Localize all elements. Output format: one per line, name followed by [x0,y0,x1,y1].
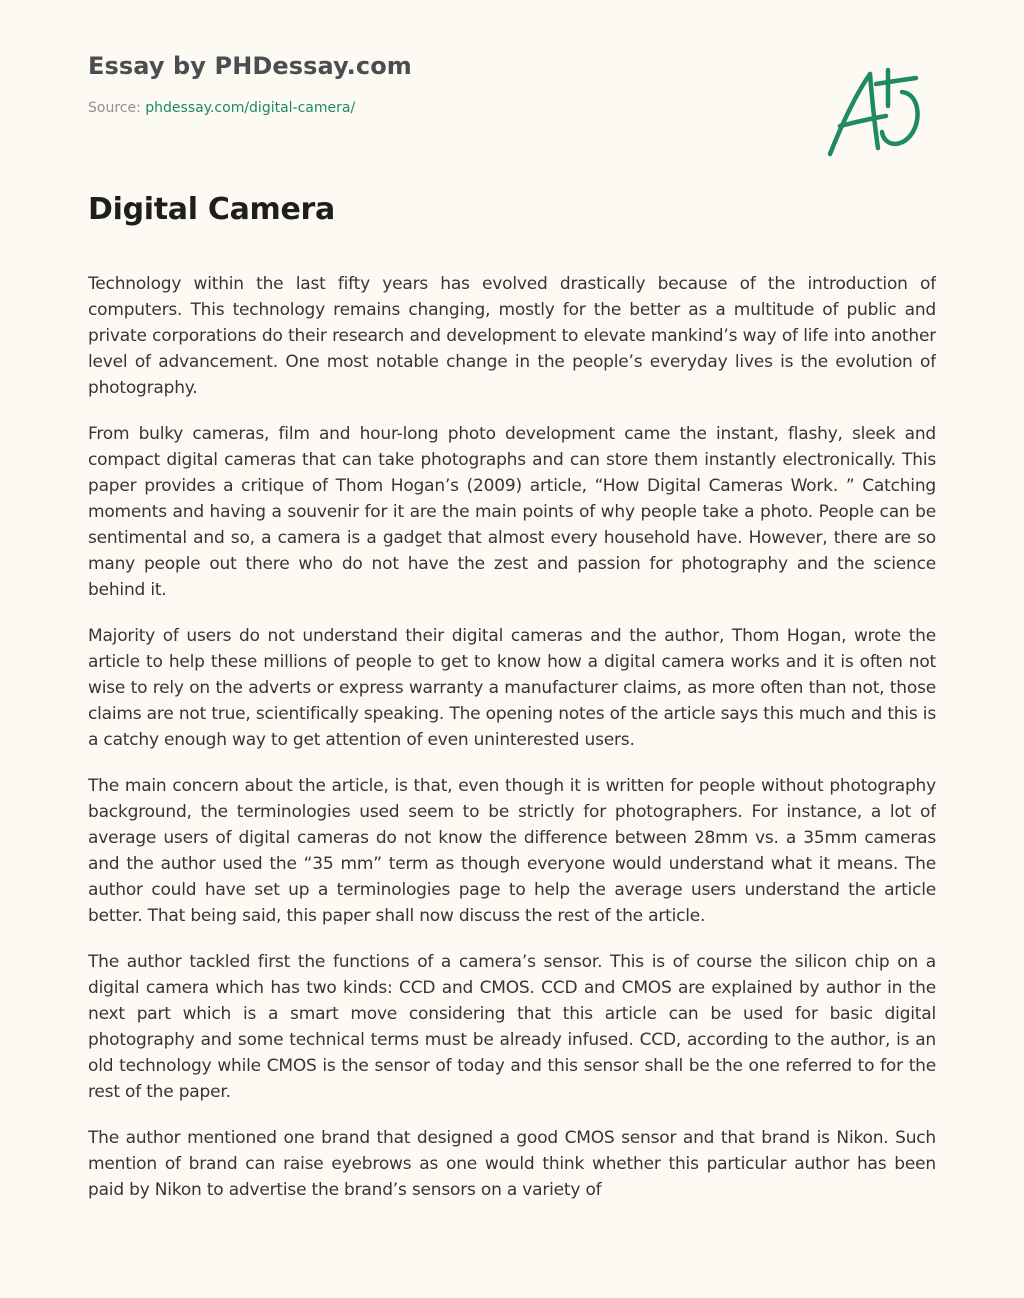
essay-paragraph: The author tackled first the functions of a camera’s sensor. This is of course the silicon chip on a digital camera which has two kinds: CCD and CMOS. CCD and CMOS are explained by author in the next part which is a smart move considering that this article can be used for basic digital photography and some technical terms must be already infused. CCD, according to the author, is an old technology while CMOS is the sensor of today and this sensor shall be the one referred to for the rest of the paper. [88,952,936,1102]
source-link[interactable]: phdessay.com/digital-camera/ [145,100,356,116]
page-header [88,50,412,117]
source-line [88,99,412,117]
essay-paragraph: The main concern about the article, is that, even though it is written for people without photography background, the terminologies used seem to be strictly for photographers. For instance, a lot of average users of digital cameras do not know the difference between 28mm vs. a 35mm cameras and the author used the “35 mm” term as though everyone would understand what it means. The author could have set up a terminologies page to help the average users understand the article better. That being said, this paper shall now discuss the rest of the article. [88,776,936,926]
site-title: Essay by PHDessay.com [88,52,412,80]
essay-paragraph: The author mentioned one brand that designed a good CMOS sensor and that brand is Nikon. Such mention of brand can raise eyebrows as one would think whether this particular author has been paid by Nikon to advertise the brand’s sensors on a variety of [88,1128,936,1200]
essay-paragraph: From bulky cameras, film and hour-long photo development came the instant, flashy, sleek and compact digital cameras that can take photographs and can store them instantly electronically. This paper provides a critique of Thom Hogan’s (2009) article, “How Digital Cameras Work. ” Catching moments and having a souvenir for it are the main points of why people take a photo. People can be sentimental and so, a camera is a gadget that almost every household have. However, there are so many people out there who do not have the zest and passion for photography and the science behind it. [88,424,936,600]
a-plus-logo-icon [822,64,932,160]
source-label: Source: [88,100,146,116]
essay-title: Digital Camera [88,192,335,227]
essay-paragraph: Majority of users do not understand their digital cameras and the author, Thom Hogan, wrote the article to help these millions of people to get to know how a digital camera works and it is often not wise to rely on the adverts or express warranty a manufacturer claims, as more often than not, those claims are not true, scientifically speaking. The opening notes of the article says this much and this is a catchy enough way to get attention of even uninterested users. [88,626,936,750]
essay-body [88,271,936,1251]
essay-paragraph: Technology within the last fifty years has evolved drastically because of the introduction of computers. This technology remains changing, mostly for the better as a multitude of public and private corporations do their research and development to elevate mankind’s way of life into another level of advancement. One most notable change in the people’s everyday lives is the evolution of photography. [88,274,936,398]
